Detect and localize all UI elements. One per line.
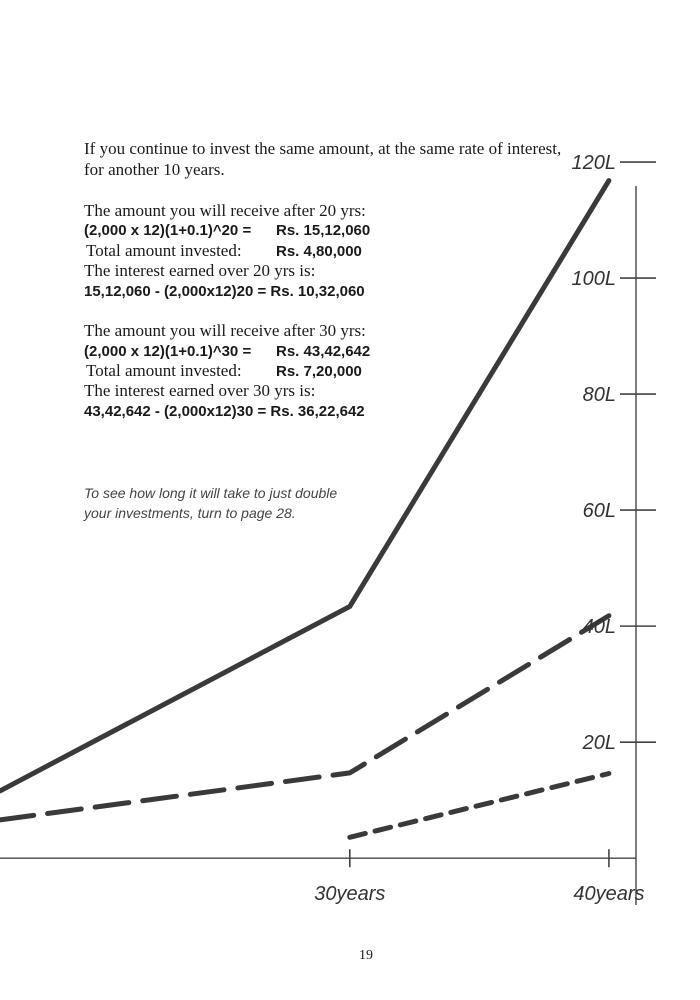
note-line-1: To see how long it will take to just double [84, 485, 338, 501]
block30-interest-calc: 43,42,642 - (2,000x12)30 = Rs. 36,22,642 [84, 403, 365, 420]
note-line-2: your investments, turn to page 28. [84, 505, 296, 521]
intro-line-2: for another 10 years. [84, 160, 225, 179]
block20-interest-heading: The interest earned over 20 yrs is: [84, 261, 316, 280]
block30-invested-label: Total amount invested: [86, 361, 242, 380]
y-tick-label-20L: 20L [582, 732, 616, 755]
x-tick-label-40years: 40years [573, 883, 645, 905]
chart-axes [0, 162, 656, 905]
chart-labels [314, 152, 644, 905]
block30-invested-value: Rs. 7,20,000 [276, 363, 362, 380]
y-tick-label-120L: 120L [571, 152, 616, 175]
block20-formula-value: Rs. 15,12,060 [276, 222, 371, 239]
block20-heading: The amount you will receive after 20 yrs: [84, 201, 366, 220]
series-amount-invested [350, 774, 609, 838]
series-interest-earned [0, 616, 609, 820]
block20-formula: (2,000 x 12)(1+0.1)^20 = [84, 222, 252, 239]
series-total-amount [0, 181, 609, 791]
y-tick-label-100L: 100L [571, 268, 616, 291]
block30-heading: The amount you will receive after 30 yrs: [84, 321, 366, 340]
y-tick-label-80L: 80L [582, 384, 616, 407]
block20-invested-label: Total amount invested: [86, 241, 242, 260]
block20-invested-value: Rs. 4,80,000 [276, 243, 362, 260]
intro-line-1: If you continue to invest the same amount, at the same rate of interest, [84, 139, 562, 158]
block30-formula: (2,000 x 12)(1+0.1)^30 = [84, 343, 252, 360]
y-tick-label-40L: 40L [582, 616, 616, 639]
page-number: 19 [359, 948, 373, 963]
y-tick-label-60L: 60L [582, 500, 616, 523]
block30-interest-heading: The interest earned over 30 yrs is: [84, 381, 316, 400]
block20-interest-calc: 15,12,060 - (2,000x12)20 = Rs. 10,32,060 [84, 283, 365, 300]
x-tick-label-30years: 30years [314, 883, 386, 905]
chart-series [0, 181, 609, 838]
block30-formula-value: Rs. 43,42,642 [276, 343, 371, 360]
